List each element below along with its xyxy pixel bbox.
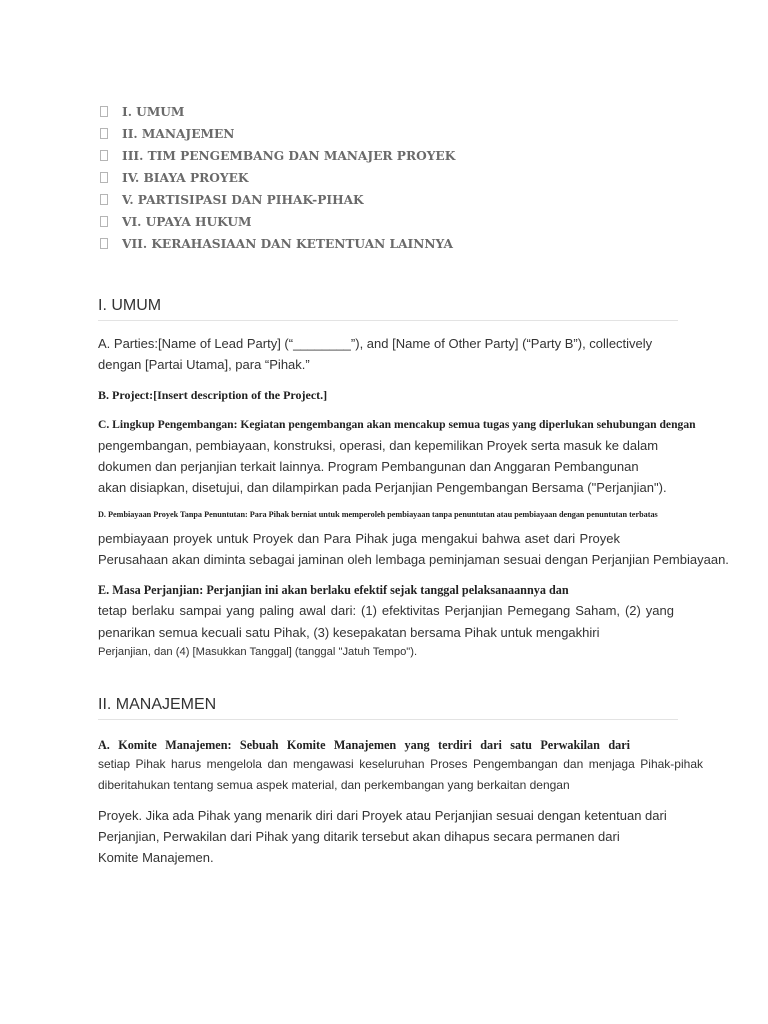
paragraph-line: A. Komite Manajemen: Sebuah Komite Manajemen yang terdiri dari satu Perwakilan dari bbox=[98, 738, 630, 752]
paragraph-line: D. Pembiayaan Proyek Tanpa Penuntutan: Para Pihak berniat untuk memperoleh pembiayaan tanpa penuntutan atau pembiayaan dengan penuntutan terbatas bbox=[98, 510, 658, 519]
paragraph-line: pengembangan, pembiayaan, konstruksi, operasi, dan kepemilikan Proyek serta masuk ke dalam bbox=[98, 438, 659, 453]
toc-item-label[interactable]: VII. KERAHASIAAN DAN KETENTUAN LAINNYA bbox=[122, 237, 453, 251]
toc-item-label[interactable]: VI. UPAYA HUKUM bbox=[122, 215, 252, 229]
paragraph-line: Perjanjian, Perwakilan dari Pihak yang ditarik tersebut akan dihapus secara permanen dari bbox=[98, 829, 620, 844]
toc-item[interactable] bbox=[100, 211, 455, 233]
toc-item-label[interactable]: I. UMUM bbox=[122, 105, 185, 119]
bullet-box-icon bbox=[100, 128, 108, 139]
paragraph-line: diberitahukan tentang semua aspek material, dan perkembangan yang berkaitan dengan bbox=[98, 778, 570, 792]
toc-item-label[interactable]: V. PARTISIPASI DAN PIHAK-PIHAK bbox=[122, 193, 364, 207]
toc-item[interactable] bbox=[100, 145, 455, 167]
toc-item[interactable] bbox=[100, 167, 455, 189]
paragraph-line: pembiayaan proyek untuk Proyek dan Para Pihak juga mengakui bahwa aset dari Proyek bbox=[98, 531, 620, 546]
bullet-box-icon bbox=[100, 216, 108, 227]
paragraph-line: B. Project:[Insert description of the Project.] bbox=[98, 388, 328, 402]
bullet-box-icon bbox=[100, 150, 108, 161]
toc-item[interactable] bbox=[100, 123, 455, 145]
table-of-contents bbox=[100, 101, 455, 255]
paragraph-line: A. Parties:[Name of Lead Party] (“________”), and [Name of Other Party] (“Party B”), collectively bbox=[98, 336, 653, 351]
toc-item-label[interactable]: IV. BIAYA PROYEK bbox=[122, 171, 249, 185]
paragraph-line: Perusahaan akan diminta sebagai jaminan oleh lembaga peminjaman sesuai dengan Perjanjian Pembiayaan. bbox=[98, 552, 729, 567]
toc-item[interactable] bbox=[100, 233, 455, 255]
bullet-box-icon bbox=[100, 238, 108, 249]
section-heading-manajemen: II. MANAJEMEN bbox=[98, 696, 678, 720]
paragraph-line: setiap Pihak harus mengelola dan mengawasi keseluruhan Proses Pengembangan dan menjaga Pihak-pihak bbox=[98, 757, 703, 771]
paragraph-line: C. Lingkup Pengembangan: Kegiatan pengembangan akan mencakup semua tugas yang diperlukan sehubungan dengan bbox=[98, 418, 696, 431]
paragraph-line: E. Masa Perjanjian: Perjanjian ini akan berlaku efektif sejak tanggal pelaksanaannya dan bbox=[98, 583, 569, 597]
paragraph-line: dengan [Partai Utama], para “Pihak.” bbox=[98, 357, 310, 372]
paragraph-line: dokumen dan perjanjian terkait lainnya. Program Pembangunan dan Anggaran Pembangunan bbox=[98, 459, 639, 474]
paragraph-line: Perjanjian, dan (4) [Masukkan Tanggal] (tanggal "Jatuh Tempo"). bbox=[98, 646, 418, 658]
toc-item-label[interactable]: III. TIM PENGEMBANG DAN MANAJER PROYEK bbox=[122, 149, 456, 163]
toc-item-label[interactable]: II. MANAJEMEN bbox=[122, 127, 235, 141]
section-heading-umum: I. UMUM bbox=[98, 297, 678, 321]
bullet-box-icon bbox=[100, 194, 108, 205]
paragraph-line: Komite Manajemen. bbox=[98, 850, 214, 865]
toc-item[interactable] bbox=[100, 101, 455, 123]
bullet-box-icon bbox=[100, 106, 108, 117]
bullet-box-icon bbox=[100, 172, 108, 183]
paragraph-line: akan disiapkan, disetujui, dan dilampirkan pada Perjanjian Pengembangan Bersama ("Perjanjian"). bbox=[98, 480, 667, 495]
paragraph-line: penarikan semua kecuali satu Pihak, (3) kesepakatan bersama Pihak untuk mengakhiri bbox=[98, 625, 600, 640]
toc-item[interactable] bbox=[100, 189, 455, 211]
paragraph-line: Proyek. Jika ada Pihak yang menarik diri dari Proyek atau Perjanjian sesuai dengan ketentuan dari bbox=[98, 808, 667, 823]
paragraph-line: tetap berlaku sampai yang paling awal dari: (1) efektivitas Perjanjian Pemegang Saham, (2) yang bbox=[98, 603, 674, 618]
